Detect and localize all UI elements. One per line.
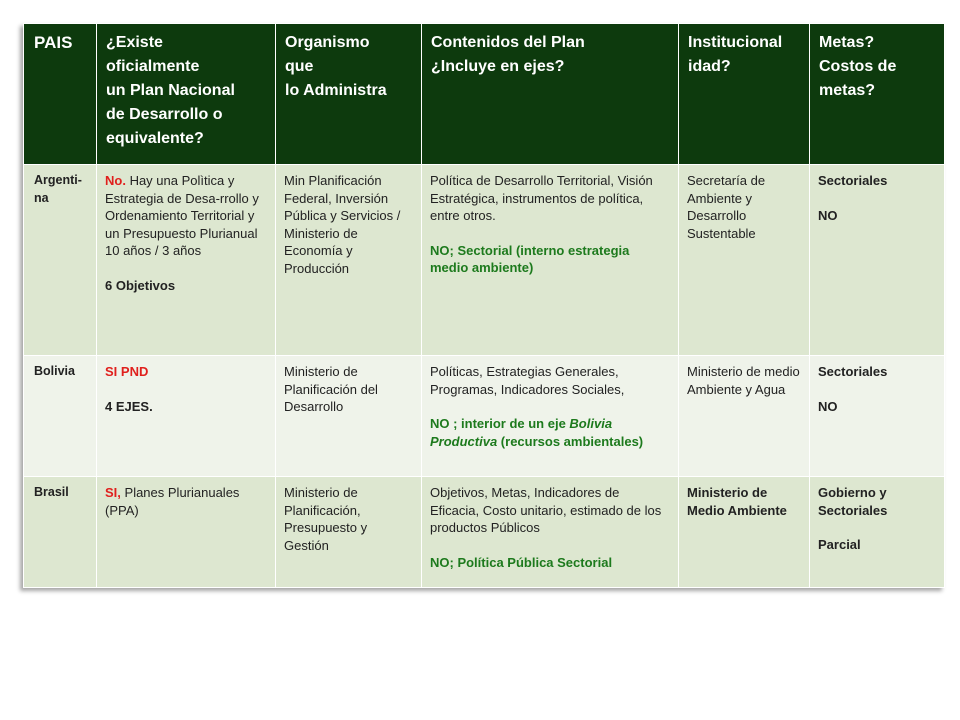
existe-status: No. bbox=[105, 173, 126, 188]
metas-line: NO bbox=[818, 207, 838, 223]
country-name-part: Argenti- bbox=[34, 173, 82, 187]
existe-extra: 4 EJES. bbox=[105, 398, 153, 414]
header-contenidos-line: Contenidos del Plan bbox=[431, 34, 585, 51]
header-existe-line: de Desarrollo o bbox=[106, 106, 223, 123]
cell-metas-brasil bbox=[810, 477, 945, 588]
contenidos-text: Objetivos, Metas, Indicadores de Eficacia, Costo unitario, estimado de los productos Públicos bbox=[430, 485, 662, 535]
header-existe-line: un Plan Nacional bbox=[106, 82, 235, 99]
country-name: Bolivia bbox=[34, 364, 75, 378]
cell-institucional-brasil bbox=[679, 477, 810, 588]
contenidos-note: NO; Sectorial (interno estrategia medio ambiente) bbox=[430, 242, 630, 275]
metas-line: Gobierno y Sectoriales bbox=[818, 485, 888, 518]
header-existe-line: equivalente? bbox=[106, 130, 204, 147]
header-institucional-line: Institucional bbox=[688, 34, 783, 51]
existe-extra: 6 Objetivos bbox=[105, 277, 176, 293]
contenidos-note-italic: Bolivia Productiva bbox=[430, 416, 613, 449]
metas-line: Sectoriales bbox=[818, 364, 888, 379]
contenidos-text: Políticas, Estrategias Generales, Programas, Indicadores Sociales, bbox=[430, 364, 625, 397]
cell-existe-argentina bbox=[97, 165, 276, 356]
header-row bbox=[24, 24, 945, 165]
header-metas bbox=[810, 24, 945, 165]
contenidos-note-part: NO ; interior de un eje bbox=[430, 416, 570, 431]
organismo-text: Ministerio de Planificación del Desarrollo bbox=[284, 364, 378, 414]
cell-organismo-brasil bbox=[276, 477, 422, 588]
header-contenidos-line: ¿Incluye en ejes? bbox=[431, 58, 565, 75]
metas-line: Parcial bbox=[818, 537, 861, 552]
header-pais bbox=[24, 24, 97, 165]
cell-metas-argentina bbox=[810, 165, 945, 356]
cell-organismo-bolivia bbox=[276, 356, 422, 477]
organismo-text: Min Planificación Federal, Inversión Pública y Servicios / Ministerio de Economía y Producción bbox=[284, 173, 401, 276]
contenidos-note: NO; Política Pública Sectorial bbox=[430, 554, 613, 570]
table-row bbox=[24, 165, 945, 356]
metas-line: Sectoriales bbox=[818, 173, 888, 188]
institucional-text: Ministerio de Medio Ambiente bbox=[687, 485, 787, 518]
existe-status: SI PND bbox=[105, 364, 149, 379]
header-organismo-line: Organismo bbox=[285, 34, 370, 51]
contenidos-note bbox=[430, 415, 670, 450]
contenidos-note-part: (recursos ambientales) bbox=[497, 433, 644, 449]
institucional-text: Ministerio de medio Ambiente y Agua bbox=[687, 364, 800, 397]
country-name: Brasil bbox=[34, 485, 69, 499]
cell-contenidos-brasil bbox=[422, 477, 679, 588]
header-existe-line: ¿Existe bbox=[106, 34, 163, 51]
existe-status: SI, bbox=[105, 485, 121, 500]
table-row bbox=[24, 356, 945, 477]
table-row bbox=[24, 477, 945, 588]
cell-organismo-argentina bbox=[276, 165, 422, 356]
header-organismo-line: que bbox=[285, 58, 314, 75]
contenidos-text: Política de Desarrollo Territorial, Visión Estratégica, instrumentos de política, entre otros. bbox=[430, 173, 653, 223]
existe-text: Planes Plurianuales (PPA) bbox=[105, 485, 240, 518]
header-pais-label: PAIS bbox=[34, 33, 73, 52]
header-contenidos bbox=[422, 24, 679, 165]
header-metas-line: metas? bbox=[819, 82, 876, 99]
institucional-text: Secretaría de Ambiente y Desarrollo Sustentable bbox=[687, 173, 766, 241]
header-institucional-line: idad? bbox=[688, 58, 731, 75]
cell-institucional-argentina bbox=[679, 165, 810, 356]
cell-country-brasil bbox=[24, 477, 97, 588]
plan-comparison-table bbox=[23, 23, 945, 588]
header-existe bbox=[97, 24, 276, 165]
cell-existe-bolivia bbox=[97, 356, 276, 477]
header-existe-line: oficialmente bbox=[106, 58, 200, 75]
cell-institucional-bolivia bbox=[679, 356, 810, 477]
cell-contenidos-bolivia bbox=[422, 356, 679, 477]
cell-country-argentina bbox=[24, 165, 97, 356]
cell-country-bolivia bbox=[24, 356, 97, 477]
cell-existe-brasil bbox=[97, 477, 276, 588]
header-metas-line: Costos de bbox=[819, 58, 897, 75]
header-organismo-line: lo Administra bbox=[285, 82, 387, 99]
country-name-part: na bbox=[34, 190, 49, 205]
cell-contenidos-argentina bbox=[422, 165, 679, 356]
metas-line: NO bbox=[818, 398, 838, 414]
organismo-text: Ministerio de Planificación, Presupuesto y Gestión bbox=[284, 485, 368, 553]
existe-text: Hay una Polìtica y Estrategia de Desa-rrollo y Ordenamiento Territorial y un Presupuesto Plurianual 10 años / 3 años bbox=[105, 173, 259, 258]
header-institucional bbox=[679, 24, 810, 165]
cell-metas-bolivia bbox=[810, 356, 945, 477]
header-metas-line: Metas? bbox=[819, 34, 875, 51]
header-organismo bbox=[276, 24, 422, 165]
